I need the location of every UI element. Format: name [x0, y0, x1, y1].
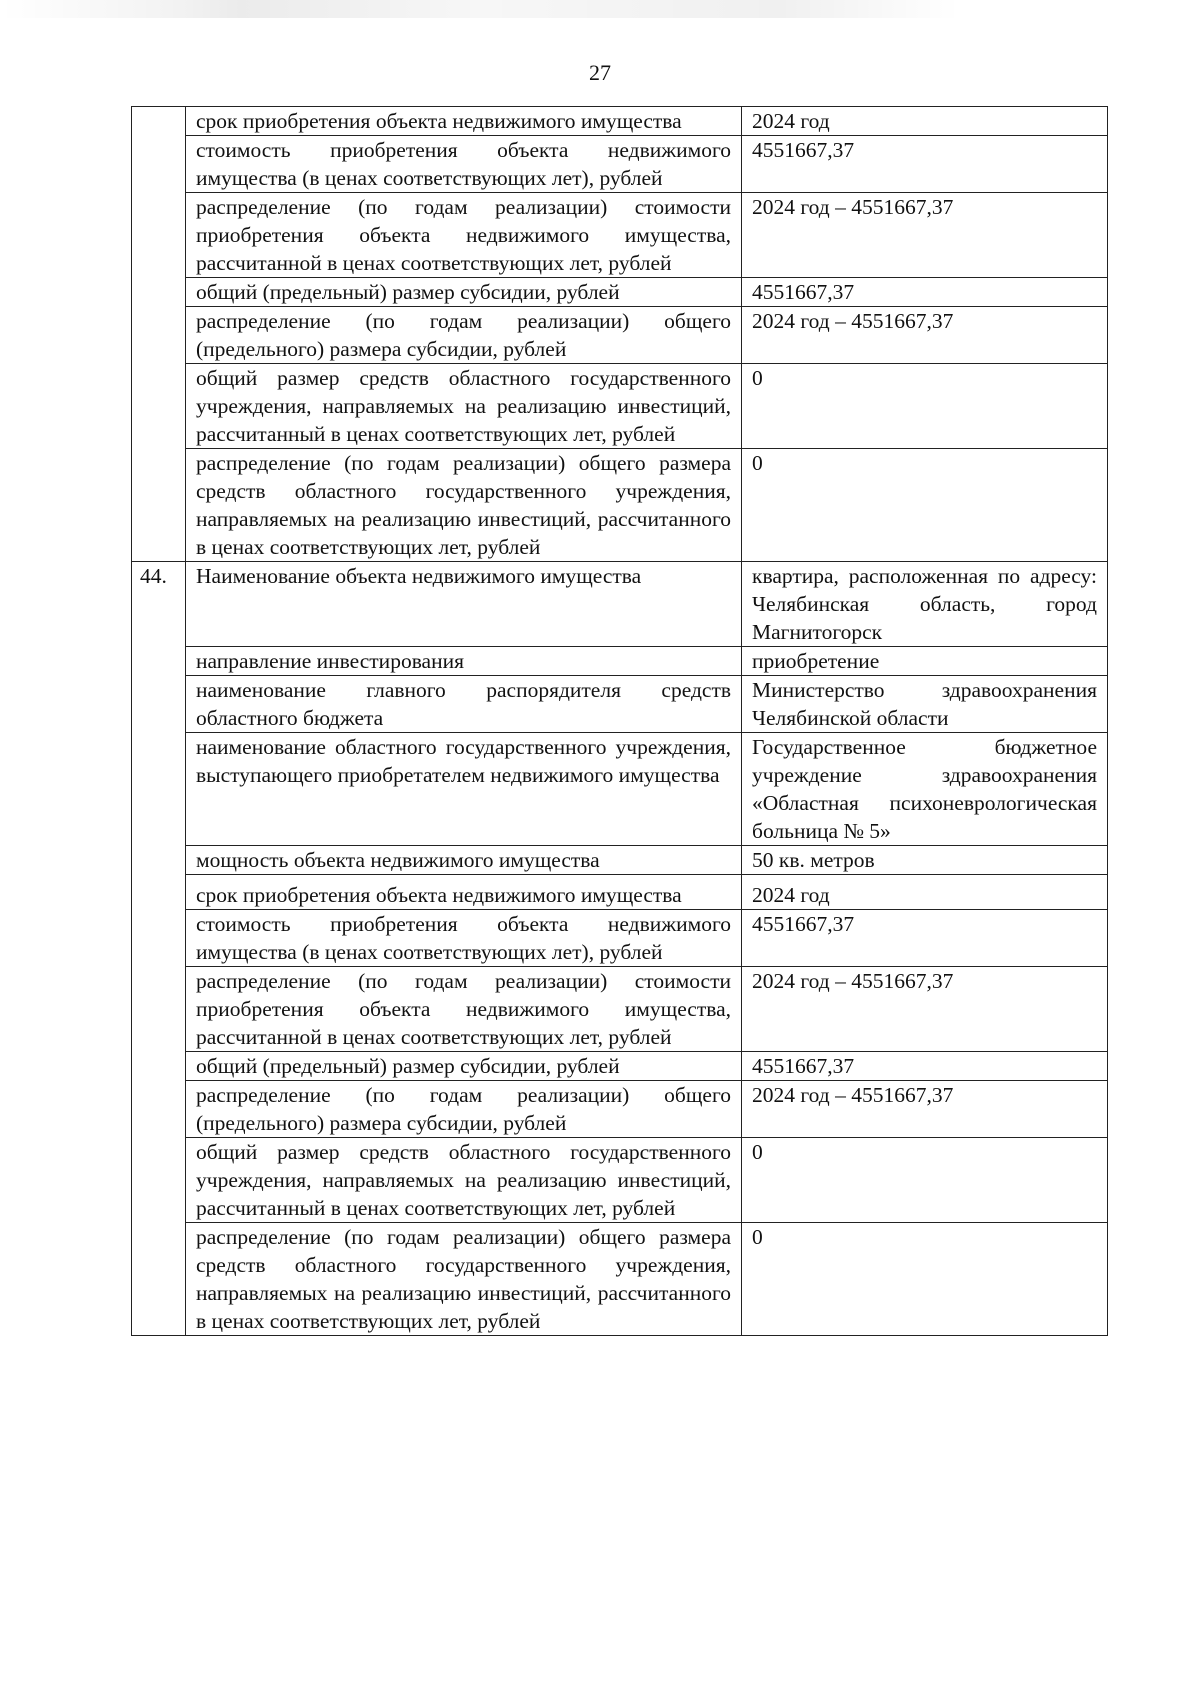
row-label: мощность объекта недвижимого имущества — [186, 846, 742, 875]
scan-edge-artifact — [0, 0, 1200, 18]
row-label: наименование главного распорядителя средств областного бюджета — [186, 676, 742, 733]
row-value: 2024 год — [742, 875, 1108, 910]
row-value: 50 кв. метров — [742, 846, 1108, 875]
table-row — [132, 910, 1108, 967]
row-label: направление инвестирования — [186, 647, 742, 676]
row-label: Наименование объекта недвижимого имущества — [186, 562, 742, 647]
investment-object-table — [131, 106, 1108, 1336]
item-number: 44. — [132, 562, 186, 1336]
row-number-cell-empty — [132, 107, 186, 562]
row-label: распределение (по годам реализации) стоимости приобретения объекта недвижимого имущества, рассчитанной в ценах соответствующих лет, рублей — [186, 193, 742, 278]
row-value: 0 — [742, 364, 1108, 449]
row-label: распределение (по годам реализации) общего размера средств областного государственного учреждения, направляемых на реализацию инвестиций, рассчитанного в ценах соответствующих лет, рублей — [186, 449, 742, 562]
row-value: Министерство здравоохранения Челябинской области — [742, 676, 1108, 733]
row-label: распределение (по годам реализации) общего размера средств областного государственного учреждения, направляемых на реализацию инвестиций, рассчитанного в ценах соответствующих лет, рублей — [186, 1223, 742, 1336]
row-label: стоимость приобретения объекта недвижимого имущества (в ценах соответствующих лет), рублей — [186, 910, 742, 967]
table-row — [132, 278, 1108, 307]
table-row — [132, 562, 1108, 647]
row-label: стоимость приобретения объекта недвижимого имущества (в ценах соответствующих лет), рублей — [186, 136, 742, 193]
table-row — [132, 307, 1108, 364]
row-label: общий (предельный) размер субсидии, рублей — [186, 278, 742, 307]
row-value: 2024 год – 4551667,37 — [742, 307, 1108, 364]
table-row — [132, 136, 1108, 193]
table-row — [132, 875, 1108, 910]
row-label: общий размер средств областного государственного учреждения, направляемых на реализацию инвестиций, рассчитанный в ценах соответствующих лет, рублей — [186, 1138, 742, 1223]
table-row — [132, 733, 1108, 846]
table-row — [132, 846, 1108, 875]
row-value: 0 — [742, 1138, 1108, 1223]
table-row — [132, 1223, 1108, 1336]
row-value: 2024 год – 4551667,37 — [742, 967, 1108, 1052]
row-value: 0 — [742, 449, 1108, 562]
row-value: приобретение — [742, 647, 1108, 676]
row-label: срок приобретения объекта недвижимого имущества — [186, 875, 742, 910]
row-value: 0 — [742, 1223, 1108, 1336]
page-number: 27 — [589, 60, 611, 85]
row-value: 2024 год – 4551667,37 — [742, 1081, 1108, 1138]
row-value: 2024 год – 4551667,37 — [742, 193, 1108, 278]
table-row — [132, 676, 1108, 733]
row-label: общий (предельный) размер субсидии, рублей — [186, 1052, 742, 1081]
row-label: распределение (по годам реализации) стоимости приобретения объекта недвижимого имущества, рассчитанной в ценах соответствующих лет, рублей — [186, 967, 742, 1052]
row-label: распределение (по годам реализации) общего (предельного) размера субсидии, рублей — [186, 307, 742, 364]
table-row — [132, 647, 1108, 676]
row-label: общий размер средств областного государственного учреждения, направляемых на реализацию инвестиций, рассчитанный в ценах соответствующих лет, рублей — [186, 364, 742, 449]
table-row — [132, 449, 1108, 562]
table-row — [132, 364, 1108, 449]
table-row — [132, 1052, 1108, 1081]
row-label: наименование областного государственного учреждения, выступающего приобретателем недвижимого имущества — [186, 733, 742, 846]
table-row — [132, 967, 1108, 1052]
table-row — [132, 1081, 1108, 1138]
row-value: 4551667,37 — [742, 278, 1108, 307]
row-value: 2024 год — [742, 107, 1108, 136]
table-row — [132, 193, 1108, 278]
row-value: Государственное бюджетное учреждение здравоохранения «Областная психоневрологическая больница № 5» — [742, 733, 1108, 846]
table-row — [132, 107, 1108, 136]
row-label: распределение (по годам реализации) общего (предельного) размера субсидии, рублей — [186, 1081, 742, 1138]
row-value: 4551667,37 — [742, 1052, 1108, 1081]
row-value: квартира, расположенная по адресу: Челябинская область, город Магнитогорск — [742, 562, 1108, 647]
row-value: 4551667,37 — [742, 136, 1108, 193]
row-value: 4551667,37 — [742, 910, 1108, 967]
row-label: срок приобретения объекта недвижимого имущества — [186, 107, 742, 136]
table-row — [132, 1138, 1108, 1223]
